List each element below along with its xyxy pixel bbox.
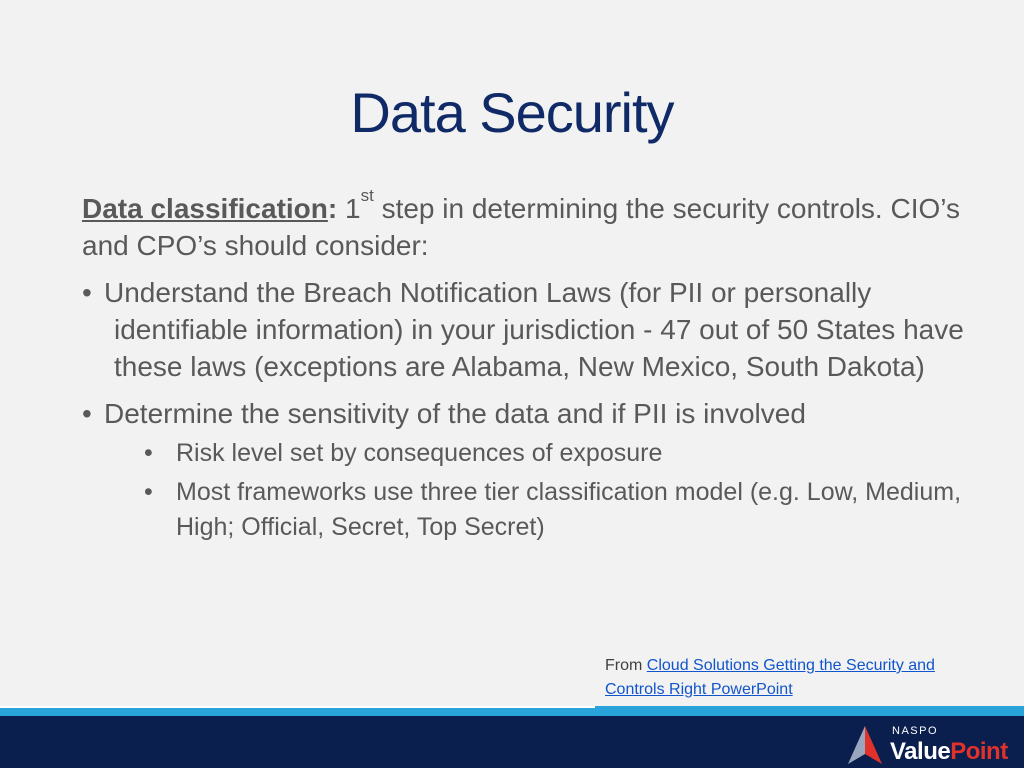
bullet-item [82,274,972,385]
lead-text-1: 1 [337,193,361,224]
bullet-dot-icon: • [144,439,153,467]
bullet-dot-icon: • [144,478,153,506]
naspo-valuepoint-logo [846,722,1008,766]
bullet-item [82,395,972,432]
lead-text-2: step in determining the security controls. CIO’s and CPO’s should consider: [82,193,960,261]
lead-superscript: st [360,186,374,205]
slide-content [82,186,972,545]
slide-title: Data Security [350,81,674,144]
bullet-text: Understand the Breach Notification Laws (for PII or personally identifiable information) in your jurisdiction - 47 out of 50 States have these laws (exceptions are Alabama, New Mexico, South Dakota) [104,277,964,382]
sub-bullet-item [144,475,972,545]
bullet-list [82,274,972,545]
logo-value-text: Value [890,738,951,765]
bullet-dot-icon: • [82,277,92,308]
lead-colon: : [327,193,338,224]
source-link[interactable]: Cloud Solutions Getting the Security and Controls Right PowerPoint [605,657,935,698]
bullet-text: Determine the sensitivity of the data and if PII is involved [104,398,806,429]
source-citation [605,654,995,702]
logo-valuepoint-text [890,738,1008,766]
lead-label: Data classification [82,193,328,224]
sub-bullet-item [144,436,972,471]
logo-point-text: Point [950,738,1008,765]
lead-paragraph [82,186,972,264]
logo-arrow-icon [846,724,884,766]
bullet-dot-icon: • [82,398,92,429]
sub-bullet-text: Most frameworks use three tier classification model (e.g. Low, Medium, High; Official, Secret, Top Secret) [176,478,962,541]
source-prefix: From [605,657,647,674]
footer-accent-highlight [0,706,595,708]
logo-naspo-text: NASPO [892,725,939,737]
sub-bullet-text: Risk level set by consequences of exposure [176,439,663,467]
